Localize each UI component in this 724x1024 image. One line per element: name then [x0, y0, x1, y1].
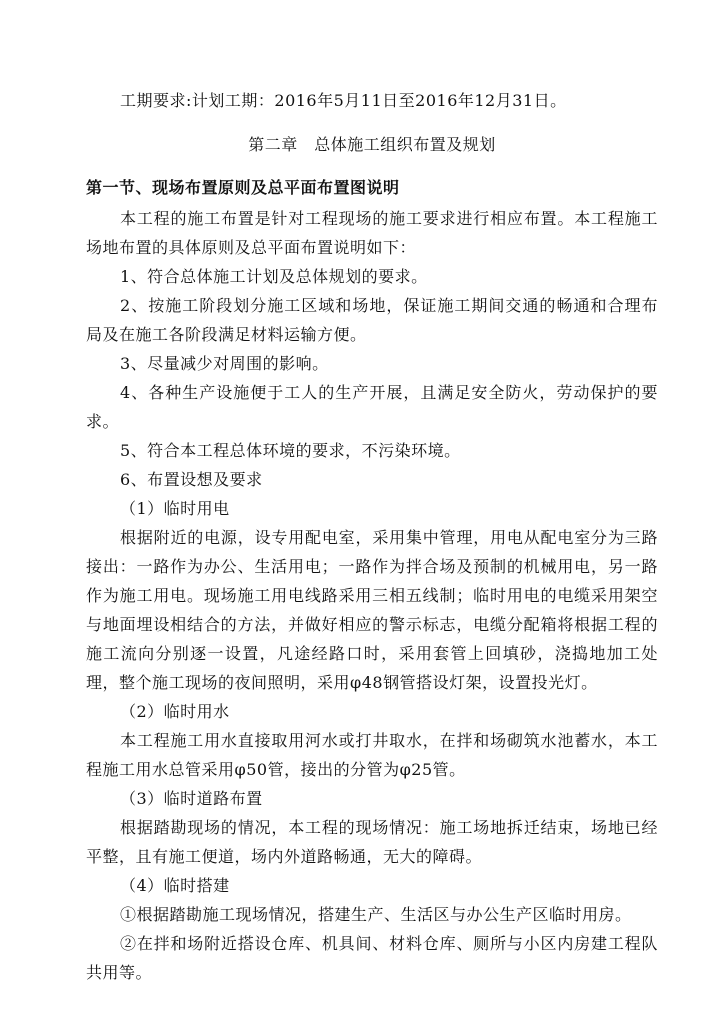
paragraph-item-1: 1、符合总体施工计划及总体规划的要求。 [120, 267, 428, 286]
paragraph-item-3: 3、尽量减少对周围的影响。 [120, 354, 329, 373]
paragraph-power: 根据附近的电源，设专用配电室，采用集中管理，用电从配电室分为三路接出：一路作为办公、生活用电；一路作为拌合场及预制的机械用电，另一路作为施工用电。现场施工用电线路采用三相五线制；临时用电的电缆采用架空与地面埋设相结合的方法，并做好相应的警示标志，电缆分配箱将根据工程的施工流向分别逐一设置，凡途经路口时，采用套管上回填砂，浇捣地加工处理，整个施工现场的夜间照明，采用φ48钢管搭设灯架，设置投光灯。 [86, 528, 658, 692]
paragraph-item-5: 5、符合本工程总体环境的要求，不污染环境。 [120, 441, 461, 460]
paragraph-water: 本工程施工用水直接取用河水或打井取水，在拌和场砌筑水池蓄水，本工程施工用水总管采用φ50管，接出的分管为φ25管。 [86, 731, 658, 779]
document-page [86, 86, 658, 987]
paragraph-item-4: 4、各种生产设施便于工人的生产开展，且满足安全防火，劳动保护的要求。 [86, 383, 658, 431]
paragraph-buildings-2: ②在拌和场附近搭设仓库、机具间、材料仓库、厕所与小区内房建工程队共用等。 [86, 934, 658, 982]
subheading-power: （1）临时用电 [120, 499, 230, 518]
schedule-line: 工期要求:计划工期：2016年5月11日至2016年12月31日。 [120, 91, 567, 110]
paragraph-road: 根据踏勘现场的情况，本工程的现场情况：施工场地拆迁结束，场地已经平整，且有施工便道，场内外道路畅通，无大的障碍。 [86, 818, 658, 866]
paragraph-item-6: 6、布置设想及要求 [120, 470, 263, 489]
subheading-temporary-buildings: （4）临时搭建 [120, 876, 230, 895]
subheading-road: （3）临时道路布置 [120, 789, 263, 808]
paragraph-item-2: 2、按施工阶段划分施工区域和场地，保证施工期间交通的畅通和合理布局及在施工各阶段满足材料运输方便。 [86, 296, 658, 344]
chapter-title: 第二章 总体施工组织布置及规划 [248, 135, 496, 154]
paragraph-buildings-1: ①根据踏勘施工现场情况，搭建生产、生活区与办公生产区临时用房。 [120, 905, 632, 924]
paragraph-intro: 本工程的施工布置是针对工程现场的施工要求进行相应布置。本工程施工场地布置的具体原则及总平面布置说明如下： [86, 209, 658, 257]
subheading-water: （2）临时用水 [120, 702, 230, 721]
section-title: 第一节、现场布置原则及总平面布置图说明 [86, 178, 400, 197]
